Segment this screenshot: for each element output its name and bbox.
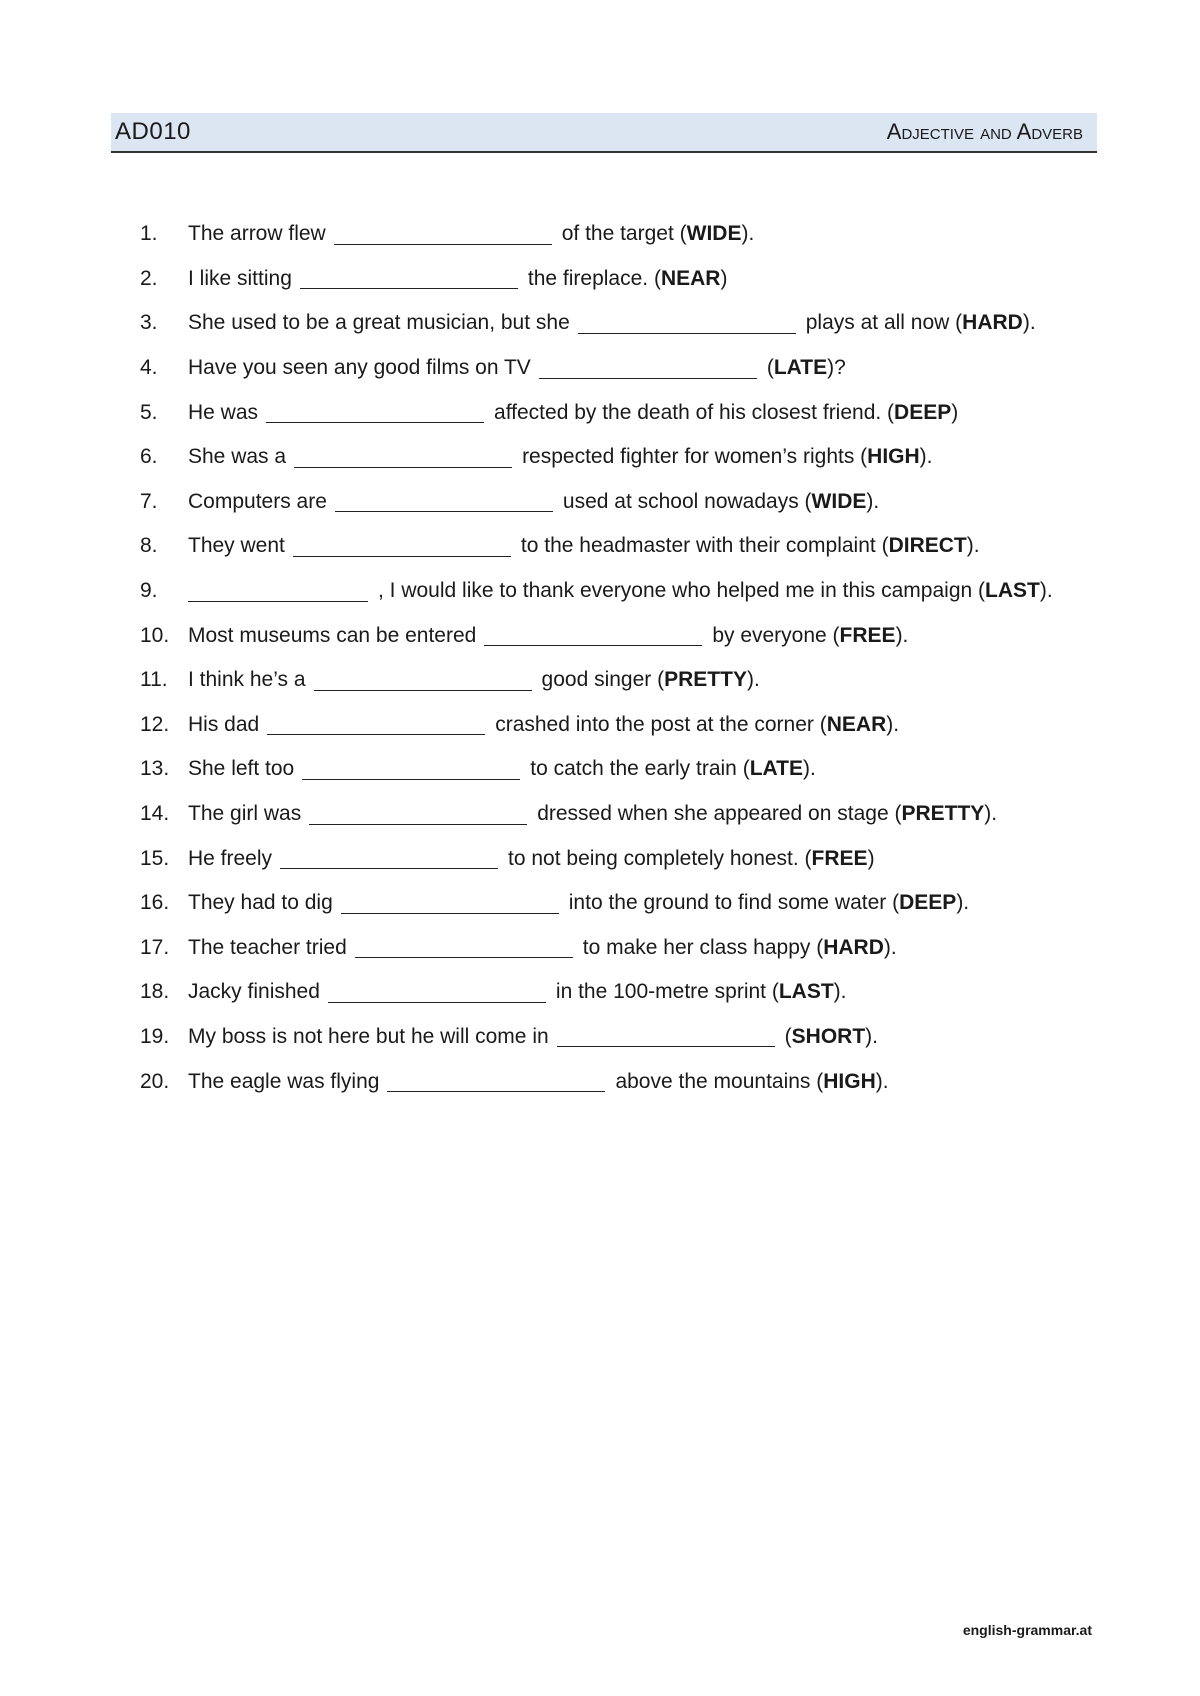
item-keyword: NEAR bbox=[826, 712, 887, 736]
item-number: 18. bbox=[140, 980, 170, 1004]
exercise-item bbox=[140, 926, 1140, 971]
answer-blank[interactable] bbox=[309, 804, 527, 825]
item-text-end: ). bbox=[895, 623, 909, 647]
item-text-before: Have you seen any good films on TV bbox=[188, 356, 531, 380]
item-text-end: ). bbox=[956, 891, 970, 915]
item-text-end: )? bbox=[827, 356, 846, 380]
item-text-before: They went bbox=[188, 534, 285, 558]
item-text-after: in the 100-metre sprint ( bbox=[555, 980, 779, 1004]
item-text-before: She used to be a great musician, but she bbox=[188, 311, 570, 335]
answer-blank[interactable] bbox=[328, 982, 546, 1003]
item-text-before: He was bbox=[188, 400, 259, 424]
item-text-after: ( bbox=[766, 356, 774, 380]
item-text-before: The arrow flew bbox=[188, 222, 326, 246]
exercise-item bbox=[140, 613, 1140, 658]
item-keyword: WIDE bbox=[686, 222, 742, 246]
item-number: 6. bbox=[140, 445, 158, 469]
answer-blank[interactable] bbox=[387, 1071, 605, 1092]
answer-blank[interactable] bbox=[539, 358, 757, 379]
exercise-item bbox=[140, 390, 1140, 435]
answer-blank[interactable] bbox=[557, 1026, 775, 1047]
exercise-item bbox=[140, 747, 1140, 792]
item-text-end: ). bbox=[741, 222, 755, 246]
exercise-item bbox=[140, 257, 1140, 302]
item-number: 13. bbox=[140, 757, 170, 781]
item-text-end: ). bbox=[875, 1069, 889, 1093]
worksheet-topic: Adjective and Adverb bbox=[886, 119, 1083, 144]
answer-blank[interactable] bbox=[334, 224, 552, 245]
item-keyword: SHORT bbox=[791, 1024, 866, 1048]
item-text-before: I think he’s a bbox=[188, 668, 306, 692]
answer-blank[interactable] bbox=[294, 447, 512, 468]
item-text-before: Jacky finished bbox=[188, 980, 320, 1004]
item-number: 2. bbox=[140, 266, 158, 290]
item-text-end: ). bbox=[1022, 311, 1036, 335]
item-text-after: ( bbox=[784, 1024, 792, 1048]
item-text-after: to make her class happy ( bbox=[582, 935, 824, 959]
item-number: 17. bbox=[140, 935, 170, 959]
item-number: 20. bbox=[140, 1069, 170, 1093]
item-text-end: ) bbox=[867, 846, 875, 870]
item-keyword: DEEP bbox=[894, 400, 952, 424]
item-number: 8. bbox=[140, 534, 158, 558]
item-keyword: PRETTY bbox=[901, 802, 985, 826]
answer-blank[interactable] bbox=[267, 714, 485, 735]
item-keyword: HARD bbox=[823, 935, 884, 959]
item-text-after: respected fighter for women’s rights ( bbox=[522, 445, 868, 469]
exercise-list bbox=[140, 212, 1140, 1104]
item-number: 14. bbox=[140, 802, 170, 826]
item-number: 5. bbox=[140, 400, 158, 424]
item-text-before: He freely bbox=[188, 846, 273, 870]
item-text-after: by everyone ( bbox=[712, 623, 840, 647]
answer-blank[interactable] bbox=[484, 625, 702, 646]
worksheet-code: AD010 bbox=[115, 118, 191, 145]
item-keyword: LATE bbox=[749, 757, 803, 781]
item-number: 10. bbox=[140, 623, 170, 647]
exercise-item bbox=[140, 212, 1140, 257]
answer-blank[interactable] bbox=[314, 670, 532, 691]
item-text-before: Computers are bbox=[188, 489, 327, 513]
exercise-item bbox=[140, 836, 1140, 881]
item-text-end: ). bbox=[883, 935, 897, 959]
item-keyword: HARD bbox=[962, 311, 1023, 335]
answer-blank[interactable] bbox=[293, 536, 511, 557]
item-text-before: The teacher tried bbox=[188, 935, 347, 959]
answer-blank[interactable] bbox=[266, 402, 484, 423]
item-text-after: into the ground to find some water ( bbox=[568, 891, 900, 915]
item-text-end: ). bbox=[919, 445, 933, 469]
footer-site: english-grammar.at bbox=[962, 1622, 1092, 1638]
item-text-before: I like sitting bbox=[188, 266, 292, 290]
item-text-end: ) bbox=[951, 400, 959, 424]
item-text-before: They had to dig bbox=[188, 891, 333, 915]
item-text-before: She was a bbox=[188, 445, 287, 469]
answer-blank[interactable] bbox=[341, 893, 559, 914]
exercise-item bbox=[140, 480, 1140, 525]
answer-blank[interactable] bbox=[302, 759, 520, 780]
item-text-after: , I would like to thank everyone who helped me in this campaign ( bbox=[378, 579, 986, 603]
item-keyword: DIRECT bbox=[888, 534, 967, 558]
worksheet-header bbox=[111, 113, 1097, 153]
item-text-end: ). bbox=[865, 1024, 878, 1048]
item-text-after: to the headmaster with their complaint ( bbox=[520, 534, 889, 558]
item-text-after: dressed when she appeared on stage ( bbox=[537, 802, 902, 826]
exercise-item bbox=[140, 569, 1140, 614]
item-keyword: PRETTY bbox=[664, 668, 747, 692]
exercise-item bbox=[140, 1015, 1140, 1060]
answer-blank[interactable] bbox=[300, 268, 518, 289]
item-number: 16. bbox=[140, 891, 170, 915]
item-keyword: LAST bbox=[985, 579, 1040, 603]
item-keyword: DEEP bbox=[899, 891, 957, 915]
item-text-after: the fireplace. ( bbox=[527, 266, 661, 290]
exercise-item bbox=[140, 1059, 1140, 1104]
exercise-item bbox=[140, 435, 1140, 480]
item-text-after: crashed into the post at the corner ( bbox=[495, 712, 827, 736]
item-number: 11. bbox=[140, 668, 168, 692]
item-text-end: ). bbox=[833, 980, 847, 1004]
item-number: 15. bbox=[140, 846, 170, 870]
item-text-end: ). bbox=[984, 802, 998, 826]
item-text-before: My boss is not here but he will come in bbox=[188, 1024, 549, 1048]
item-text-before: The girl was bbox=[188, 802, 302, 826]
item-number: 7. bbox=[140, 489, 158, 513]
item-keyword: WIDE bbox=[811, 489, 867, 513]
answer-blank[interactable] bbox=[188, 581, 368, 602]
item-number: 3. bbox=[140, 311, 158, 335]
item-text-after: good singer ( bbox=[541, 668, 665, 692]
exercise-item bbox=[140, 658, 1140, 703]
item-keyword: LATE bbox=[773, 356, 828, 380]
answer-blank[interactable] bbox=[355, 937, 573, 958]
exercise-item bbox=[140, 301, 1140, 346]
item-keyword: HIGH bbox=[823, 1069, 876, 1093]
item-text-end: ). bbox=[886, 712, 900, 736]
item-number: 9. bbox=[140, 579, 158, 603]
answer-blank[interactable] bbox=[280, 848, 498, 869]
item-text-after: of the target ( bbox=[561, 222, 687, 246]
exercise-item bbox=[140, 970, 1140, 1015]
item-text-after: used at school nowadays ( bbox=[562, 489, 812, 513]
item-keyword: FREE bbox=[811, 846, 868, 870]
item-keyword: NEAR bbox=[660, 266, 721, 290]
answer-blank[interactable] bbox=[578, 313, 796, 334]
item-keyword: FREE bbox=[839, 623, 896, 647]
exercise-item bbox=[140, 881, 1140, 926]
item-text-before: She left too bbox=[188, 757, 295, 781]
item-keyword: LAST bbox=[778, 980, 834, 1004]
item-keyword: HIGH bbox=[867, 445, 920, 469]
item-number: 4. bbox=[140, 356, 158, 380]
item-text-end: ). bbox=[1039, 579, 1053, 603]
item-text-end: ). bbox=[802, 757, 816, 781]
item-text-end: ) bbox=[720, 266, 728, 290]
item-text-after: to catch the early train ( bbox=[530, 757, 750, 781]
item-text-before: His dad bbox=[188, 712, 260, 736]
exercise-item bbox=[140, 346, 1140, 391]
item-number: 1. bbox=[140, 222, 158, 246]
item-number: 19. bbox=[140, 1024, 170, 1048]
item-text-before: Most museums can be entered bbox=[188, 623, 477, 647]
answer-blank[interactable] bbox=[335, 491, 553, 512]
item-text-after: above the mountains ( bbox=[615, 1069, 824, 1093]
exercise-item bbox=[140, 792, 1140, 837]
item-text-after: affected by the death of his closest friend. ( bbox=[494, 400, 895, 424]
exercise-item bbox=[140, 703, 1140, 748]
exercise-item bbox=[140, 524, 1140, 569]
item-text-end: ). bbox=[866, 489, 880, 513]
item-text-before: The eagle was flying bbox=[188, 1069, 380, 1093]
item-text-after: to not being completely honest. ( bbox=[508, 846, 812, 870]
item-text-end: ). bbox=[746, 668, 760, 692]
item-number: 12. bbox=[140, 712, 170, 736]
item-text-after: plays at all now ( bbox=[805, 311, 963, 335]
item-text-end: ). bbox=[966, 534, 980, 558]
